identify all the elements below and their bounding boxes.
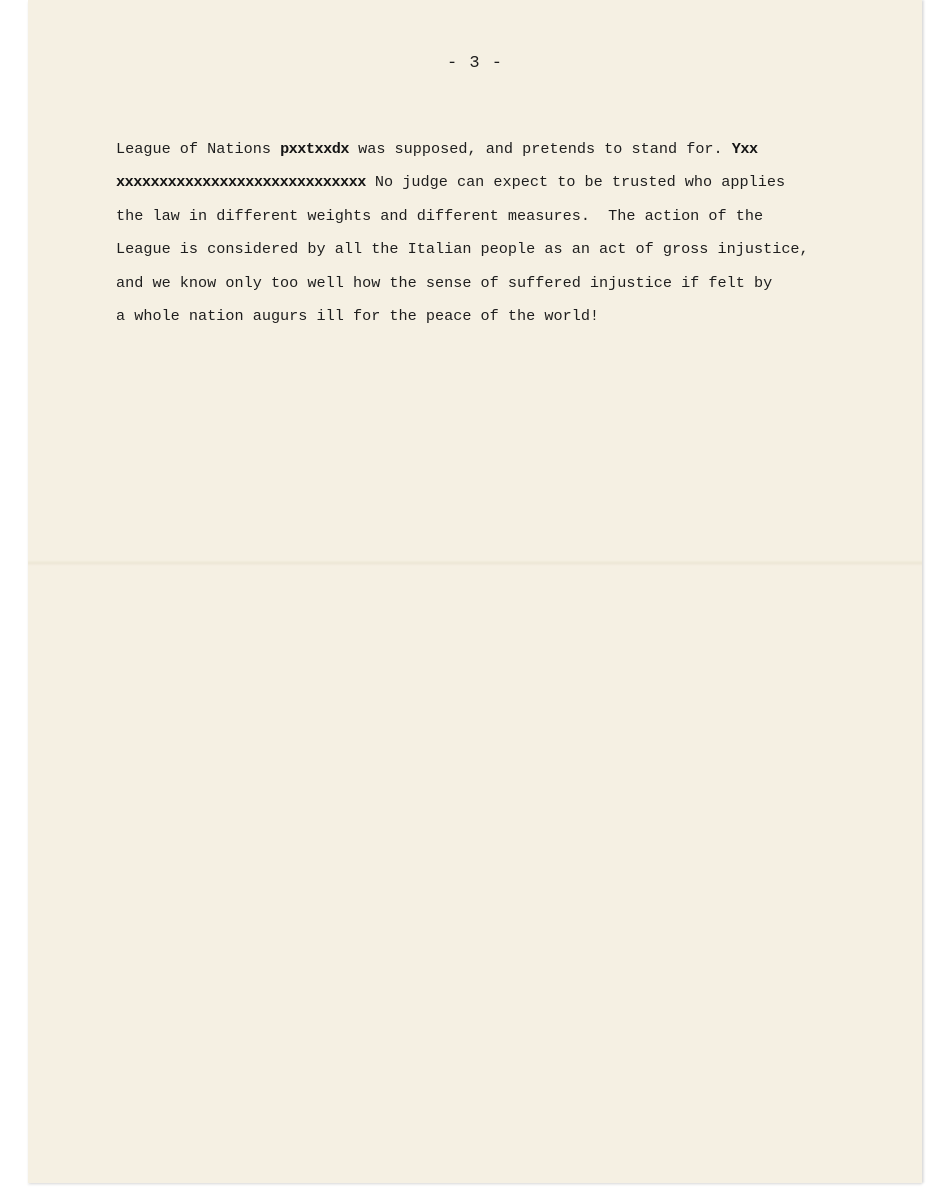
text-line-6 (116, 300, 876, 333)
text-segment: League of Nations (116, 140, 281, 158)
text-line-1 (116, 133, 876, 166)
text-segment: and we know only too well how the sense of suffered injustice if felt by (116, 273, 773, 292)
body-text (116, 133, 876, 333)
struck-out-text: pxxtxxdx (280, 140, 349, 158)
page-number: - 3 - (446, 54, 503, 73)
struck-out-text: Yxx (731, 140, 758, 158)
paper-sheet (28, 0, 922, 1183)
text-line-4 (116, 233, 876, 266)
struck-out-text: xxxxxxxxxxxxxxxxxxxxxxxxxxxxx (116, 173, 366, 192)
text-line-5 (116, 267, 876, 300)
text-segment: was supposed, and pretends to stand for. (348, 140, 732, 158)
text-segment: a whole nation augurs ill for the peace of the world! (116, 307, 600, 326)
text-segment: League is considered by all the Italian people as an act of gross injustice, (116, 240, 809, 259)
text-segment: No judge can expect to be trusted who applies (365, 173, 786, 192)
text-line-3 (116, 200, 876, 233)
paper-fold (28, 560, 922, 566)
text-segment: the law in different weights and different measures. The action of the (116, 206, 764, 225)
text-line-2 (116, 166, 876, 199)
